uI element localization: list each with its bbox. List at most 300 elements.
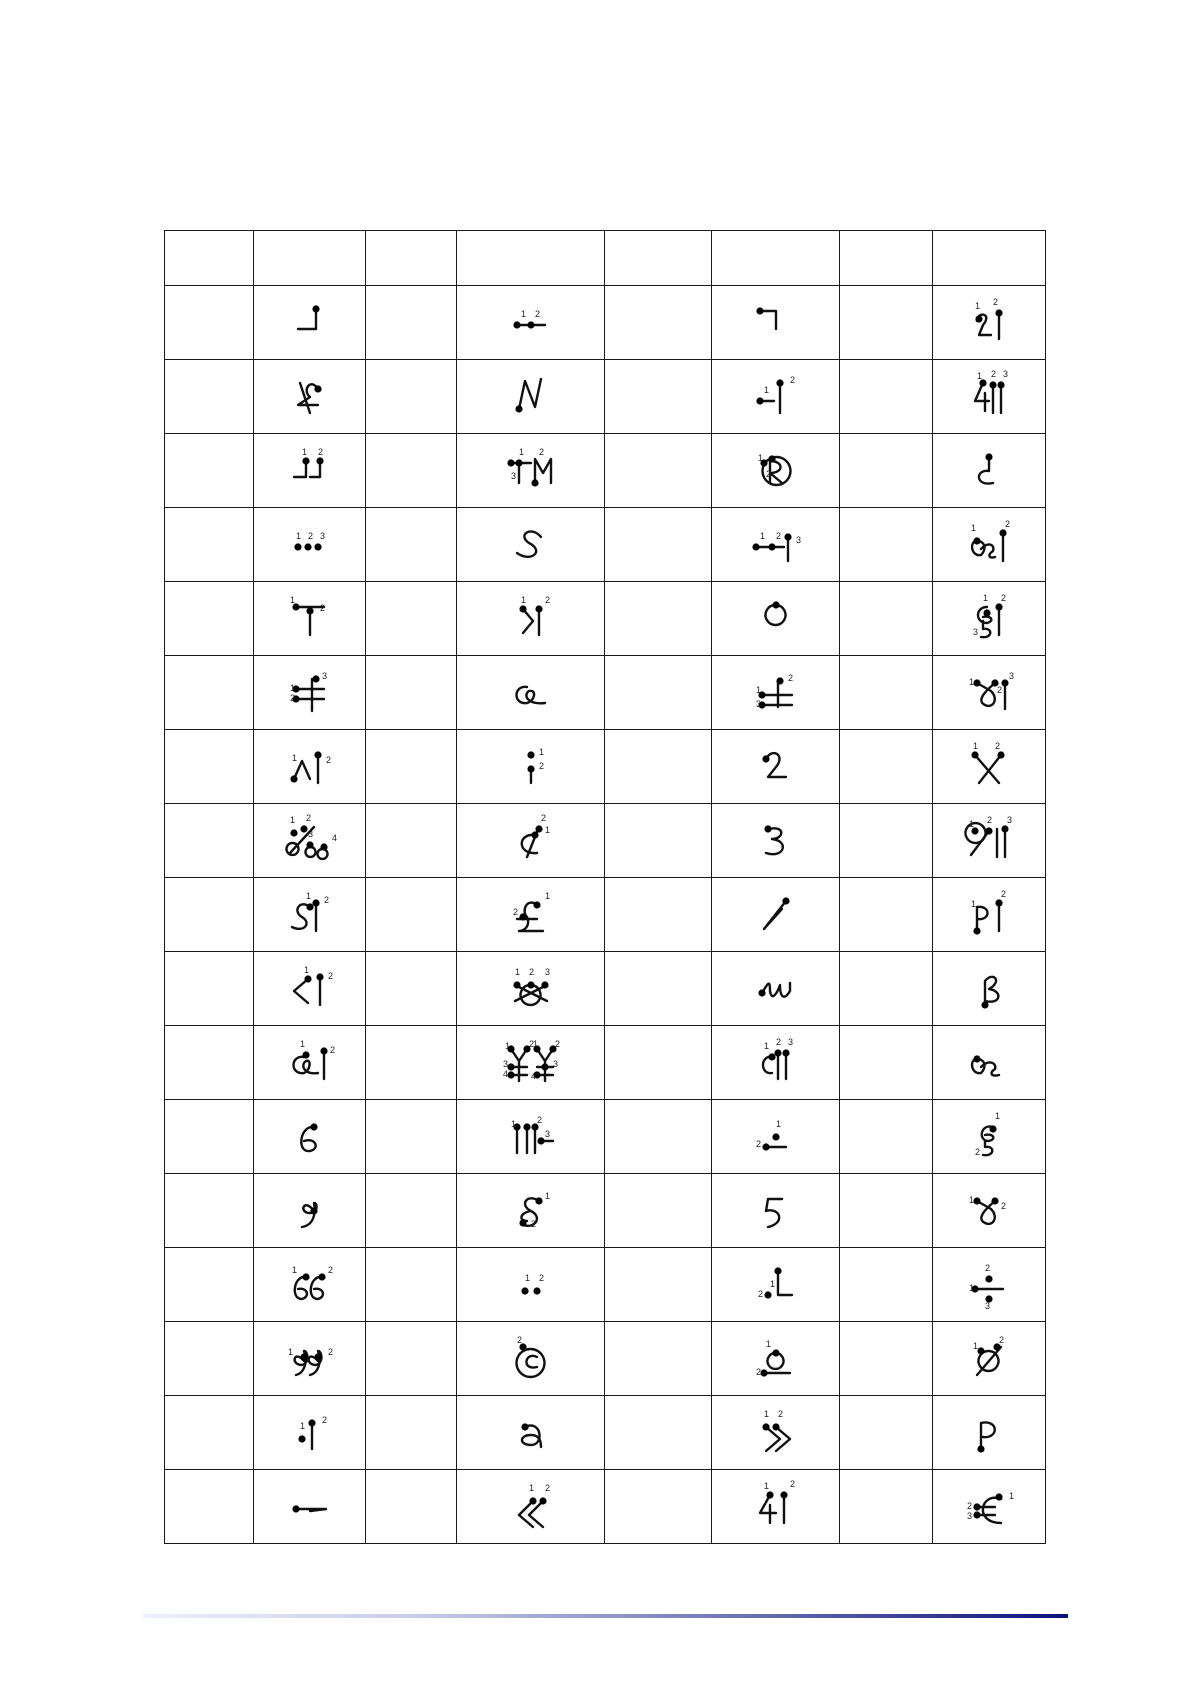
stroke-order-label: 1: [969, 818, 975, 829]
label-cell: [366, 286, 457, 360]
stroke-order-label: 2: [997, 684, 1003, 695]
header-cell: [933, 231, 1046, 286]
stroke-order-label: 1: [969, 676, 975, 687]
stroke-order-label: 3: [510, 470, 516, 481]
gesture-cent-glyph: [501, 813, 561, 869]
label-cell: [165, 656, 254, 730]
label-cell: [165, 1470, 254, 1544]
gesture-cell: [712, 582, 840, 656]
table-header-row: [165, 231, 1046, 286]
label-cell: [366, 434, 457, 508]
label-cell: [840, 1248, 933, 1322]
stroke-start-dot: [306, 607, 313, 614]
label-cell: [165, 804, 254, 878]
label-cell: [605, 1470, 712, 1544]
stroke-start-dot: [513, 321, 520, 328]
stroke-order-label: 1: [514, 966, 520, 977]
gesture-yen-pair-glyph: [501, 1035, 561, 1091]
stroke-start-dot: [756, 307, 763, 314]
stroke-start-dot: [1001, 825, 1008, 832]
gesture-cell: [933, 286, 1046, 360]
stroke-start-dot: [513, 981, 520, 988]
gesture-pound-glyph: [501, 887, 561, 943]
stroke-order-label: 1: [532, 1038, 538, 1049]
gesture-cell: [457, 286, 605, 360]
stroke-order-label: 1: [538, 746, 544, 757]
gesture-cell: [254, 730, 366, 804]
stroke-start-dot: [535, 1197, 542, 1204]
gesture-cell: [933, 360, 1046, 434]
stroke-start-dot: [527, 321, 534, 328]
stroke-path: [516, 1349, 544, 1377]
gesture-dash-bar-glyph: [746, 369, 806, 425]
stroke-start-dot: [973, 1511, 980, 1518]
label-cell: [366, 656, 457, 730]
stroke-order-label: 1: [995, 1110, 1001, 1121]
gesture-cell: [933, 1174, 1046, 1248]
gesture-slash-glyph: [746, 887, 806, 943]
stroke-start-dot: [310, 1207, 317, 1214]
gesture-bars-dash-glyph: [501, 1109, 561, 1165]
stroke-order-label: 1: [971, 522, 977, 533]
stroke-start-dot: [527, 751, 534, 758]
table-row: [165, 1174, 1046, 1248]
gesture-copyright-glyph: [501, 1331, 561, 1387]
stroke-start-dot: [320, 1047, 327, 1054]
stroke-start-dot: [977, 1445, 984, 1452]
stroke-order-label: 2: [995, 740, 1001, 751]
stroke-start-dot: [760, 1369, 767, 1376]
gesture-l-stroke-glyph: [746, 1257, 806, 1313]
gesture-cell: [254, 1396, 366, 1470]
stroke-start-dot: [519, 913, 526, 920]
stroke-start-dot: [975, 315, 982, 322]
header-cell: [840, 231, 933, 286]
label-cell: [605, 730, 712, 804]
stroke-start-dot: [762, 755, 769, 762]
stroke-order-label: 1: [763, 1408, 769, 1419]
stroke-order-label: 2: [991, 368, 997, 379]
gesture-cell: [457, 1026, 605, 1100]
stroke-path: [762, 983, 790, 997]
stroke-order-label: 1: [289, 814, 295, 825]
gesture-loop-bar-glyph: [959, 665, 1019, 721]
label-cell: [366, 1100, 457, 1174]
gesture-euro-glyph: [959, 1479, 1019, 1535]
label-cell: [366, 730, 457, 804]
stroke-start-dot: [298, 1435, 305, 1442]
stroke-path: [317, 849, 327, 859]
stroke-order-label: 2: [777, 1408, 783, 1419]
gesture-dot-bar-short-glyph: [280, 1405, 340, 1461]
table-row: [165, 582, 1046, 656]
gesture-cell: [254, 360, 366, 434]
stroke-order-label: 3: [787, 1036, 793, 1047]
stroke-order-label: 3: [973, 626, 979, 637]
gesture-2-with-bar-glyph: [959, 295, 1019, 351]
stroke-order-label: 2: [987, 814, 993, 825]
stroke-start-dot: [768, 455, 775, 462]
stroke-start-dot: [292, 1505, 299, 1512]
gesture-three-dots-glyph: [280, 517, 340, 573]
label-cell: [840, 1026, 933, 1100]
stroke-path: [293, 1056, 318, 1072]
gesture-s-glyph: [501, 517, 561, 573]
stroke-order-label: 2: [325, 754, 331, 765]
stroke-order-label: 3: [1009, 670, 1015, 681]
stroke-order-label: 2: [512, 906, 518, 917]
label-cell: [840, 582, 933, 656]
gesture-cell: [712, 1174, 840, 1248]
label-cell: [605, 1248, 712, 1322]
stroke-order-label: 3: [1003, 368, 1009, 379]
gesture-k-bar-glyph: [501, 591, 561, 647]
stroke-path: [778, 1271, 792, 1295]
gesture-empty-set-glyph: [959, 1331, 1019, 1387]
label-cell: [165, 1174, 254, 1248]
stroke-path: [296, 689, 324, 699]
stroke-start-dot: [302, 457, 309, 464]
table-row: [165, 1470, 1046, 1544]
stroke-order-label: 3: [321, 670, 327, 681]
label-cell: [165, 1100, 254, 1174]
stroke-start-dot: [312, 675, 319, 682]
stroke-start-dot: [300, 825, 307, 832]
gesture-cell: [933, 1026, 1046, 1100]
stroke-order-label: 1: [303, 964, 309, 975]
stroke-order-label: 2: [1001, 888, 1007, 899]
gesture-cell: [254, 952, 366, 1026]
stroke-start-dot: [302, 1273, 309, 1280]
stroke-order-label: 1: [1009, 1490, 1015, 1501]
stroke-order-label: 1: [971, 898, 977, 909]
label-cell: [366, 1248, 457, 1322]
stroke-start-dot: [973, 537, 980, 544]
stroke-path: [519, 379, 541, 409]
stroke-path: [766, 1199, 782, 1227]
stroke-start-dot: [533, 901, 540, 908]
stroke-order-label: 1: [755, 684, 761, 695]
gesture-cell: [712, 286, 840, 360]
gesture-cell: [254, 804, 366, 878]
gesture-six-glyph: [280, 1109, 340, 1165]
gesture-cell: [457, 582, 605, 656]
stroke-order-label: 2: [554, 1038, 560, 1049]
stroke-start-dot: [782, 1049, 789, 1056]
gesture-4-two-bars-glyph: [959, 369, 1019, 425]
stroke-path: [523, 609, 533, 633]
stroke-order-label: 2: [319, 602, 325, 613]
stroke-start-dot: [985, 1275, 992, 1282]
stroke-start-dot: [997, 381, 1004, 388]
stroke-order-label: 2: [787, 672, 793, 683]
stroke-order-label: 2: [538, 1272, 544, 1283]
stroke-path: [516, 686, 545, 702]
stroke-order-label: 2: [755, 1138, 761, 1149]
gesture-n-glyph: [501, 369, 561, 425]
label-cell: [366, 1174, 457, 1248]
stroke-start-dot: [306, 841, 313, 848]
stroke-order-label: 1: [775, 1118, 781, 1129]
gesture-g5-glyph: [959, 1109, 1019, 1165]
stroke-start-dot: [768, 543, 775, 550]
gesture-right-guillemet-glyph: [746, 1405, 806, 1461]
stroke-order-label: 2: [321, 1414, 327, 1425]
gesture-cell: [254, 508, 366, 582]
table-row: [165, 1396, 1046, 1470]
stroke-path: [517, 531, 541, 556]
stroke-start-dot: [308, 1419, 315, 1426]
gesture-cell: [933, 582, 1046, 656]
stroke-start-dot: [306, 903, 313, 910]
gesture-ce-glyph: [501, 665, 561, 721]
label-cell: [840, 804, 933, 878]
table-row: [165, 1248, 1046, 1322]
stroke-start-dot: [776, 379, 783, 386]
stroke-order-label: 1: [977, 370, 983, 381]
stroke-start-dot: [776, 677, 783, 684]
stroke-order-label: 3: [985, 1300, 991, 1311]
stroke-order-label: 2: [323, 894, 329, 905]
stroke-start-dot: [310, 1123, 317, 1130]
stroke-start-dot: [316, 973, 323, 980]
stroke-start-dot: [780, 1491, 787, 1498]
stroke-order-label: 2: [327, 1264, 333, 1275]
gesture-caret-bar-glyph: [280, 739, 340, 795]
gesture-bar-hash-glyph: [280, 665, 340, 721]
gesture-cell: [933, 508, 1046, 582]
stroke-start-dot: [1001, 679, 1008, 686]
stroke-order-label: 1: [524, 1272, 530, 1283]
gesture-table: [164, 230, 1046, 1544]
stroke-order-label: 2: [538, 446, 544, 457]
stroke-start-dot: [764, 1291, 771, 1298]
stroke-start-dot: [507, 1063, 514, 1070]
label-cell: [605, 1026, 712, 1100]
stroke-order-label: 2: [530, 1218, 536, 1229]
stroke-path: [766, 753, 786, 777]
stroke-order-label: 3: [544, 966, 550, 977]
gesture-divide-glyph: [959, 1257, 1019, 1313]
label-cell: [605, 1174, 712, 1248]
table-row: [165, 434, 1046, 508]
stroke-order-label: 2: [329, 1044, 335, 1055]
stroke-start-dot: [989, 381, 996, 388]
stroke-order-label: 2: [1005, 518, 1011, 529]
stroke-start-dot: [531, 479, 538, 486]
gesture-angle-bar-glyph: [280, 961, 340, 1017]
label-cell: [165, 582, 254, 656]
header-cell: [712, 231, 840, 286]
stroke-order-label: 1: [510, 1118, 516, 1129]
stroke-order-label: 2: [528, 1038, 534, 1049]
stroke-path: [529, 1501, 543, 1527]
table-row: [165, 1322, 1046, 1396]
stroke-start-dot: [312, 305, 319, 312]
label-cell: [165, 1322, 254, 1396]
label-cell: [605, 878, 712, 952]
gesture-cell: [933, 952, 1046, 1026]
gesture-circle-underscore-glyph: [746, 1331, 806, 1387]
gesture-cell: [254, 582, 366, 656]
stroke-order-label: 2: [775, 530, 781, 541]
stroke-order-label: 2: [534, 308, 540, 319]
stroke-start-dot: [973, 1503, 980, 1510]
label-cell: [840, 1322, 933, 1396]
stroke-path: [776, 1427, 790, 1451]
gesture-cell: [712, 1396, 840, 1470]
gesture-cell: [712, 1026, 840, 1100]
stroke-path: [298, 309, 316, 329]
gesture-left-guillemet-glyph: [501, 1479, 561, 1535]
stroke-start-dot: [772, 1133, 779, 1140]
stroke-path: [770, 461, 782, 483]
stroke-path: [294, 979, 308, 1003]
gesture-cell: [457, 804, 605, 878]
stroke-order-label: 1: [305, 890, 311, 901]
label-cell: [605, 1396, 712, 1470]
gesture-cell: [712, 804, 840, 878]
stroke-order-label: 1: [289, 682, 295, 693]
stroke-order-label: 3: [1007, 814, 1013, 825]
label-cell: [366, 582, 457, 656]
label-cell: [840, 1470, 933, 1544]
label-cell: [840, 286, 933, 360]
table-row: [165, 952, 1046, 1026]
gesture-cell: [712, 508, 840, 582]
stroke-start-dot: [521, 1287, 528, 1294]
header-cell: [457, 231, 605, 286]
stroke-order-label: 1: [973, 1340, 979, 1351]
gesture-p-glyph: [959, 1405, 1019, 1461]
gesture-cell: [933, 1322, 1046, 1396]
stroke-order-label: 1: [757, 452, 763, 463]
gesture-cell: [254, 1248, 366, 1322]
gesture-4-bar-glyph: [746, 1479, 806, 1535]
header-cell: [366, 231, 457, 286]
stroke-order-label: 2: [985, 1262, 991, 1273]
gesture-script-f-glyph: [280, 369, 340, 425]
stroke-order-label: 2: [999, 1334, 1005, 1345]
stroke-start-dot: [527, 981, 534, 988]
label-cell: [840, 1100, 933, 1174]
stroke-path: [764, 901, 786, 929]
stroke-order-label: 1: [291, 752, 297, 763]
stroke-start-dot: [782, 897, 789, 904]
label-cell: [165, 360, 254, 434]
table-row: [165, 656, 1046, 730]
stroke-order-label: 3: [967, 1510, 973, 1521]
stroke-order-label: 2: [516, 1334, 522, 1345]
stroke-path: [535, 459, 551, 483]
gesture-cell: [457, 1100, 605, 1174]
stroke-start-dot: [519, 1219, 526, 1226]
label-cell: [165, 434, 254, 508]
stroke-order-label: 1: [289, 594, 295, 605]
stroke-start-dot: [989, 1125, 996, 1132]
stroke-start-dot: [316, 457, 323, 464]
stroke-start-dot: [535, 605, 542, 612]
stroke-start-dot: [985, 827, 992, 834]
stroke-path: [766, 1427, 780, 1451]
stroke-path: [526, 1355, 537, 1367]
stroke-start-dot: [983, 609, 990, 616]
table-row: [165, 730, 1046, 804]
gesture-cell: [254, 1026, 366, 1100]
gesture-cell: [933, 1100, 1046, 1174]
table-row: [165, 1026, 1046, 1100]
gesture-cell: [933, 656, 1046, 730]
stroke-order-label: 2: [544, 1482, 550, 1493]
label-cell: [366, 1396, 457, 1470]
stroke-order-label: 2: [528, 966, 534, 977]
gesture-plus-bar-glyph: [746, 665, 806, 721]
stroke-start-dot: [772, 1423, 779, 1430]
table-row: [165, 360, 1046, 434]
gesture-cell: [457, 1396, 605, 1470]
gesture-cell: [712, 1100, 840, 1174]
table-row: [165, 804, 1046, 878]
label-cell: [366, 804, 457, 878]
stroke-start-dot: [304, 975, 311, 982]
stroke-order-label: 2: [544, 594, 550, 605]
stroke-start-dot: [981, 1001, 988, 1008]
stroke-order-label: 2: [307, 530, 313, 541]
footer-rule: [143, 1614, 1068, 1618]
gesture-cell: [712, 1470, 840, 1544]
stroke-start-dot: [762, 1423, 769, 1430]
stroke-path: [975, 383, 989, 411]
gesture-dot-underscore-glyph: [746, 1109, 806, 1165]
gesture-double-hook-glyph: [280, 443, 340, 499]
stroke-start-dot: [314, 751, 321, 758]
stroke-start-dot: [973, 1197, 980, 1204]
stroke-path: [302, 1203, 317, 1227]
gesture-cell: [254, 1100, 366, 1174]
stroke-start-dot: [973, 927, 980, 934]
stroke-path: [979, 457, 993, 484]
gesture-x-glyph: [959, 739, 1019, 795]
header-cell: [254, 231, 366, 286]
stroke-start-dot: [507, 1071, 514, 1078]
stroke-order-label: 2: [993, 296, 999, 307]
stroke-start-dot: [766, 1491, 773, 1498]
gesture-nine-glyph: [280, 1183, 340, 1239]
gesture-g5-bar-glyph: [959, 591, 1019, 647]
stroke-start-dot: [995, 603, 1002, 610]
gesture-cell: [457, 1470, 605, 1544]
gesture-cell: [712, 434, 840, 508]
gesture-c-with-bar-glyph: [959, 443, 1019, 499]
label-cell: [605, 360, 712, 434]
gesture-cell: [712, 952, 840, 1026]
stroke-start-dot: [290, 775, 297, 782]
stroke-order-label: 2: [1001, 1200, 1007, 1211]
stroke-order-label: 4: [502, 1068, 508, 1079]
stroke-order-label: 1: [528, 1482, 534, 1493]
stroke-path: [975, 1497, 1001, 1522]
stroke-start-dot: [541, 981, 548, 988]
stroke-start-dot: [507, 459, 514, 466]
stroke-start-dot: [999, 529, 1006, 536]
stroke-order-label: 1: [544, 824, 550, 835]
gesture-percent-glyph: [280, 813, 340, 869]
stroke-start-dot: [527, 765, 534, 772]
stroke-path: [981, 1422, 995, 1449]
gesture-cell: [254, 286, 366, 360]
label-cell: [366, 1026, 457, 1100]
stroke-start-dot: [784, 533, 791, 540]
